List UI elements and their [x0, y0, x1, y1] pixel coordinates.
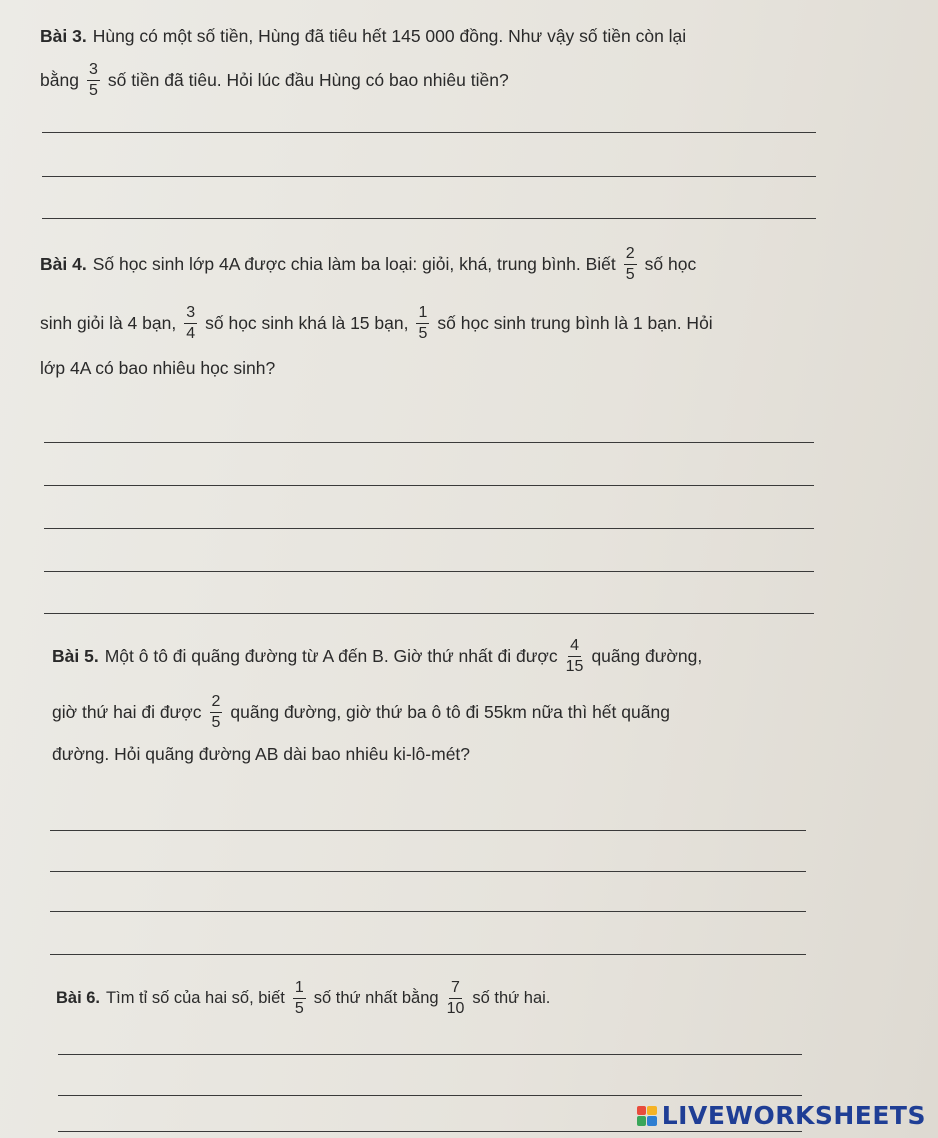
logo-square — [647, 1106, 657, 1116]
fraction-numerator: 1 — [416, 305, 429, 324]
fraction-2-5 — [624, 246, 637, 283]
answer-line[interactable] — [58, 1131, 802, 1132]
answer-line[interactable] — [44, 613, 814, 614]
problem-5-line-3 — [52, 746, 470, 764]
problem-4-line-2 — [40, 305, 713, 342]
problem-5-text-1a: Một ô tô đi quãng đường từ A đến B. Giờ thứ nhất đi được — [104, 645, 558, 666]
problem-6-text-1b: số thứ nhất bằng — [313, 989, 439, 1008]
answer-line[interactable] — [58, 1095, 802, 1096]
fraction-denominator: 5 — [211, 714, 221, 731]
problem-4-text-3: lớp 4A có bao nhiêu học sinh? — [40, 358, 276, 378]
fraction-3-4 — [184, 305, 197, 342]
problem-5-label: Bài 5. — [52, 645, 99, 666]
problem-3-line-2 — [40, 62, 509, 99]
problem-4-line-1 — [40, 246, 696, 283]
problem-4-text-1b: số học — [644, 253, 697, 274]
fraction-denominator: 5 — [625, 266, 635, 283]
fraction-7-10 — [447, 980, 465, 1017]
logo-square — [637, 1106, 647, 1116]
problem-5-text-3: đường. Hỏi quãng đường AB dài bao nhiêu ki-lô-mét? — [52, 744, 471, 764]
problem-3-label: Bài 3. — [40, 26, 87, 46]
answer-line[interactable] — [42, 218, 816, 219]
answer-line[interactable] — [44, 571, 814, 572]
fraction-numerator: 4 — [568, 638, 581, 657]
liveworksheets-logo-icon — [637, 1106, 657, 1126]
watermark-text: LIVEWORKSHEETS — [661, 1101, 926, 1130]
answer-line[interactable] — [44, 442, 814, 443]
problem-5-line-1 — [52, 638, 702, 675]
fraction-denominator: 15 — [565, 658, 584, 675]
answer-line[interactable] — [42, 176, 816, 177]
fraction-1-5 — [293, 980, 306, 1017]
answer-line[interactable] — [42, 132, 816, 133]
fraction-numerator: 2 — [210, 694, 223, 713]
problem-4-text-2c: số học sinh trung bình là 1 bạn. Hỏi — [437, 312, 713, 333]
fraction-1-5 — [416, 305, 429, 342]
problem-4-label: Bài 4. — [40, 253, 87, 274]
problem-6-text-1c: số thứ hai. — [472, 989, 551, 1008]
fraction-denominator: 10 — [446, 1000, 465, 1017]
problem-6-text-1a: Tìm tỉ số của hai số, biết — [106, 989, 285, 1008]
fraction-numerator: 7 — [449, 980, 462, 999]
answer-line[interactable] — [58, 1054, 802, 1055]
problem-6-label: Bài 6. — [56, 989, 101, 1008]
problem-5-text-1b: quãng đường, — [591, 645, 703, 666]
problem-4-text-1a: Số học sinh lớp 4A được chia làm ba loại: giỏi, khá, trung bình. Biết — [92, 253, 616, 274]
problem-5-line-2 — [52, 694, 670, 731]
problem-5-text-2b: quãng đường, giờ thứ ba ô tô đi 55km nữa thì hết quãng — [230, 701, 670, 722]
answer-line[interactable] — [44, 485, 814, 486]
fraction-3-5 — [87, 62, 100, 99]
fraction-2-5 — [210, 694, 223, 731]
fraction-denominator: 5 — [88, 82, 98, 99]
fraction-denominator: 5 — [418, 325, 428, 342]
problem-6-line-1 — [56, 980, 550, 1017]
problem-4-line-3 — [40, 360, 275, 378]
answer-line[interactable] — [50, 830, 806, 831]
liveworksheets-watermark — [637, 1101, 926, 1130]
fraction-numerator: 3 — [87, 62, 100, 81]
problem-3-text-2a: bằng — [40, 69, 79, 90]
answer-line[interactable] — [50, 871, 806, 872]
answer-line[interactable] — [50, 911, 806, 912]
answer-line[interactable] — [50, 954, 806, 955]
fraction-denominator: 4 — [186, 325, 196, 342]
logo-square — [637, 1116, 647, 1126]
fraction-denominator: 5 — [294, 1000, 304, 1017]
problem-4-text-2b: số học sinh khá là 15 bạn, — [205, 312, 409, 333]
fraction-numerator: 2 — [624, 246, 637, 265]
problem-5-text-2a: giờ thứ hai đi được — [52, 701, 202, 722]
problem-4-text-2a: sinh giỏi là 4 bạn, — [40, 312, 177, 333]
problem-3-line-1 — [40, 28, 686, 46]
problem-3-text-1: Hùng có một số tiền, Hùng đã tiêu hết 145 000 đồng. Như vậy số tiền còn lại — [92, 26, 687, 46]
problem-3-text-2b: số tiền đã tiêu. Hỏi lúc đầu Hùng có bao nhiêu tiền? — [107, 69, 509, 90]
answer-line[interactable] — [44, 528, 814, 529]
fraction-numerator: 1 — [293, 980, 306, 999]
logo-square — [647, 1116, 657, 1126]
fraction-4-15 — [566, 638, 584, 675]
fraction-numerator: 3 — [184, 305, 197, 324]
